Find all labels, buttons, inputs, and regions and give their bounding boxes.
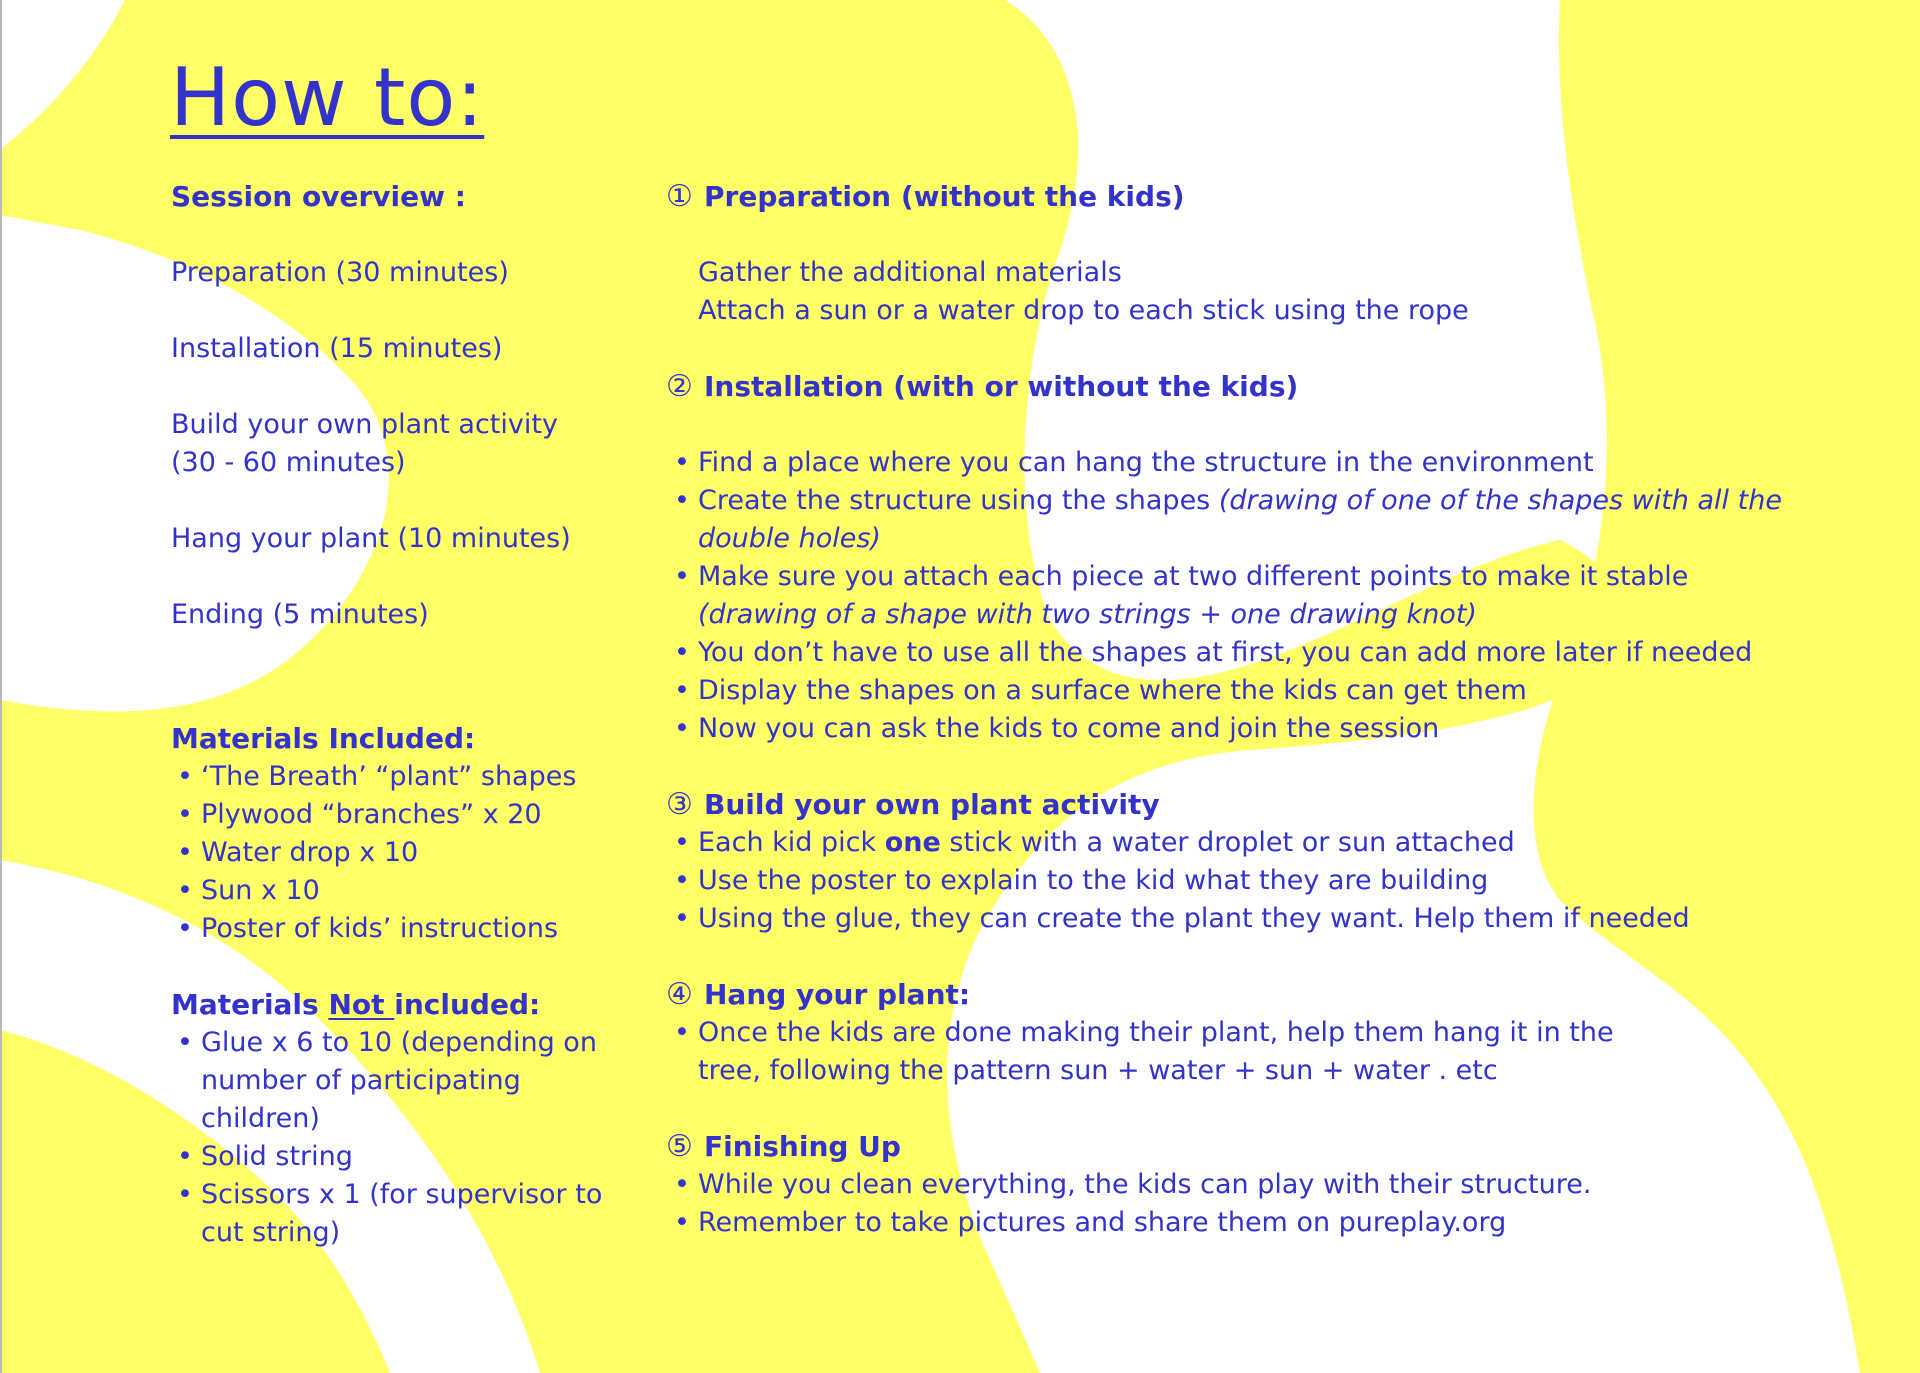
section-finishing-heading [666, 1128, 1806, 1166]
item-note: (drawing of one of the shapes with all the double holes) [698, 485, 1782, 554]
list-item: • Water drop x 10 [171, 834, 611, 872]
heading-part: included: [394, 988, 541, 1021]
heading-part: Materials [171, 988, 329, 1021]
section-installation-heading [666, 368, 1806, 406]
list-item: • Plywood “branches” x 20 [171, 796, 611, 834]
list-item: • Glue x 6 to 10 (depending on number of participating children) [171, 1024, 611, 1138]
section-title: Finishing Up [704, 1130, 901, 1163]
list-item: • You don’t have to use all the shapes at first, you can add more later if needed [666, 634, 1806, 672]
list-item: • Poster of kids’ instructions [171, 910, 611, 948]
item-text: stick with a water droplet or sun attached [940, 827, 1515, 858]
item-text: Make sure you attach each piece at two different points to make it stable [698, 561, 1689, 592]
build-list [666, 824, 1806, 938]
circled-number: ⑤ [666, 1129, 693, 1164]
circled-number: ① [666, 179, 693, 214]
overview-item-preparation: Preparation (30 minutes) [171, 257, 509, 288]
section-preparation-heading [666, 178, 1806, 216]
list-item: • Display the shapes on a surface where the kids can get them [666, 672, 1806, 710]
materials-not-included-list [171, 1024, 611, 1252]
materials-not-included-heading [171, 986, 611, 1024]
section-hang-heading [666, 976, 1806, 1014]
list-item: • Use the poster to explain to the kid what they are building [666, 862, 1806, 900]
list-item [666, 824, 1806, 862]
circled-number: ③ [666, 787, 693, 822]
page-title: How to: [170, 51, 485, 144]
overview-item-installation: Installation (15 minutes) [171, 333, 503, 364]
section-title: Hang your plant: [704, 978, 971, 1011]
list-item: • Using the glue, they can create the plant they want. Help them if needed [666, 900, 1806, 938]
list-item: • Now you can ask the kids to come and join the session [666, 710, 1806, 748]
heading-not-underlined: Not [328, 988, 395, 1021]
materials-included-list [171, 758, 611, 948]
item-emphasis: one [884, 827, 941, 858]
overview-heading: Session overview : [171, 180, 466, 213]
section-title: Installation (with or without the kids) [704, 370, 1299, 403]
page-edge [0, 0, 2, 1373]
installation-list [666, 444, 1806, 748]
overview-item-build-line2: (30 - 60 minutes) [171, 447, 406, 478]
section-build-heading [666, 786, 1806, 824]
right-column [666, 178, 1806, 1242]
list-item: • Scissors x 1 (for supervisor to cut string) [171, 1176, 611, 1252]
list-item [666, 558, 1806, 634]
list-item: • While you clean everything, the kids can play with their structure. [666, 1166, 1806, 1204]
list-item [666, 482, 1806, 558]
circled-number: ④ [666, 977, 693, 1012]
overview-item-build-line1: Build your own plant activity [171, 409, 558, 440]
item-text: Each kid pick [698, 827, 885, 858]
item-text: Create the structure using the shapes [698, 485, 1219, 516]
circled-number: ② [666, 369, 693, 404]
finishing-list [666, 1166, 1806, 1242]
list-item: • Solid string [171, 1138, 611, 1176]
list-item: • Find a place where you can hang the structure in the environment [666, 444, 1806, 482]
materials-included-heading: Materials Included: [171, 722, 476, 755]
section-title: Preparation (without the kids) [704, 180, 1185, 213]
hang-list [666, 1014, 1666, 1090]
item-note: (drawing of a shape with two strings + one drawing knot) [698, 599, 1477, 630]
list-item: • ‘The Breath’ “plant” shapes [171, 758, 611, 796]
list-item: • Once the kids are done making their plant, help them hang it in the tree, following the pattern sun + water + sun + water . etc [666, 1014, 1666, 1090]
overview-item-ending: Ending (5 minutes) [171, 599, 429, 630]
left-column [171, 178, 611, 1252]
list-item: • Sun x 10 [171, 872, 611, 910]
overview-item-hang: Hang your plant (10 minutes) [171, 523, 571, 554]
section-title: Build your own plant activity [704, 788, 1160, 821]
preparation-line: Attach a sun or a water drop to each stick using the rope [698, 295, 1469, 326]
preparation-line: Gather the additional materials [698, 257, 1122, 288]
list-item: • Remember to take pictures and share them on pureplay.org [666, 1204, 1806, 1242]
